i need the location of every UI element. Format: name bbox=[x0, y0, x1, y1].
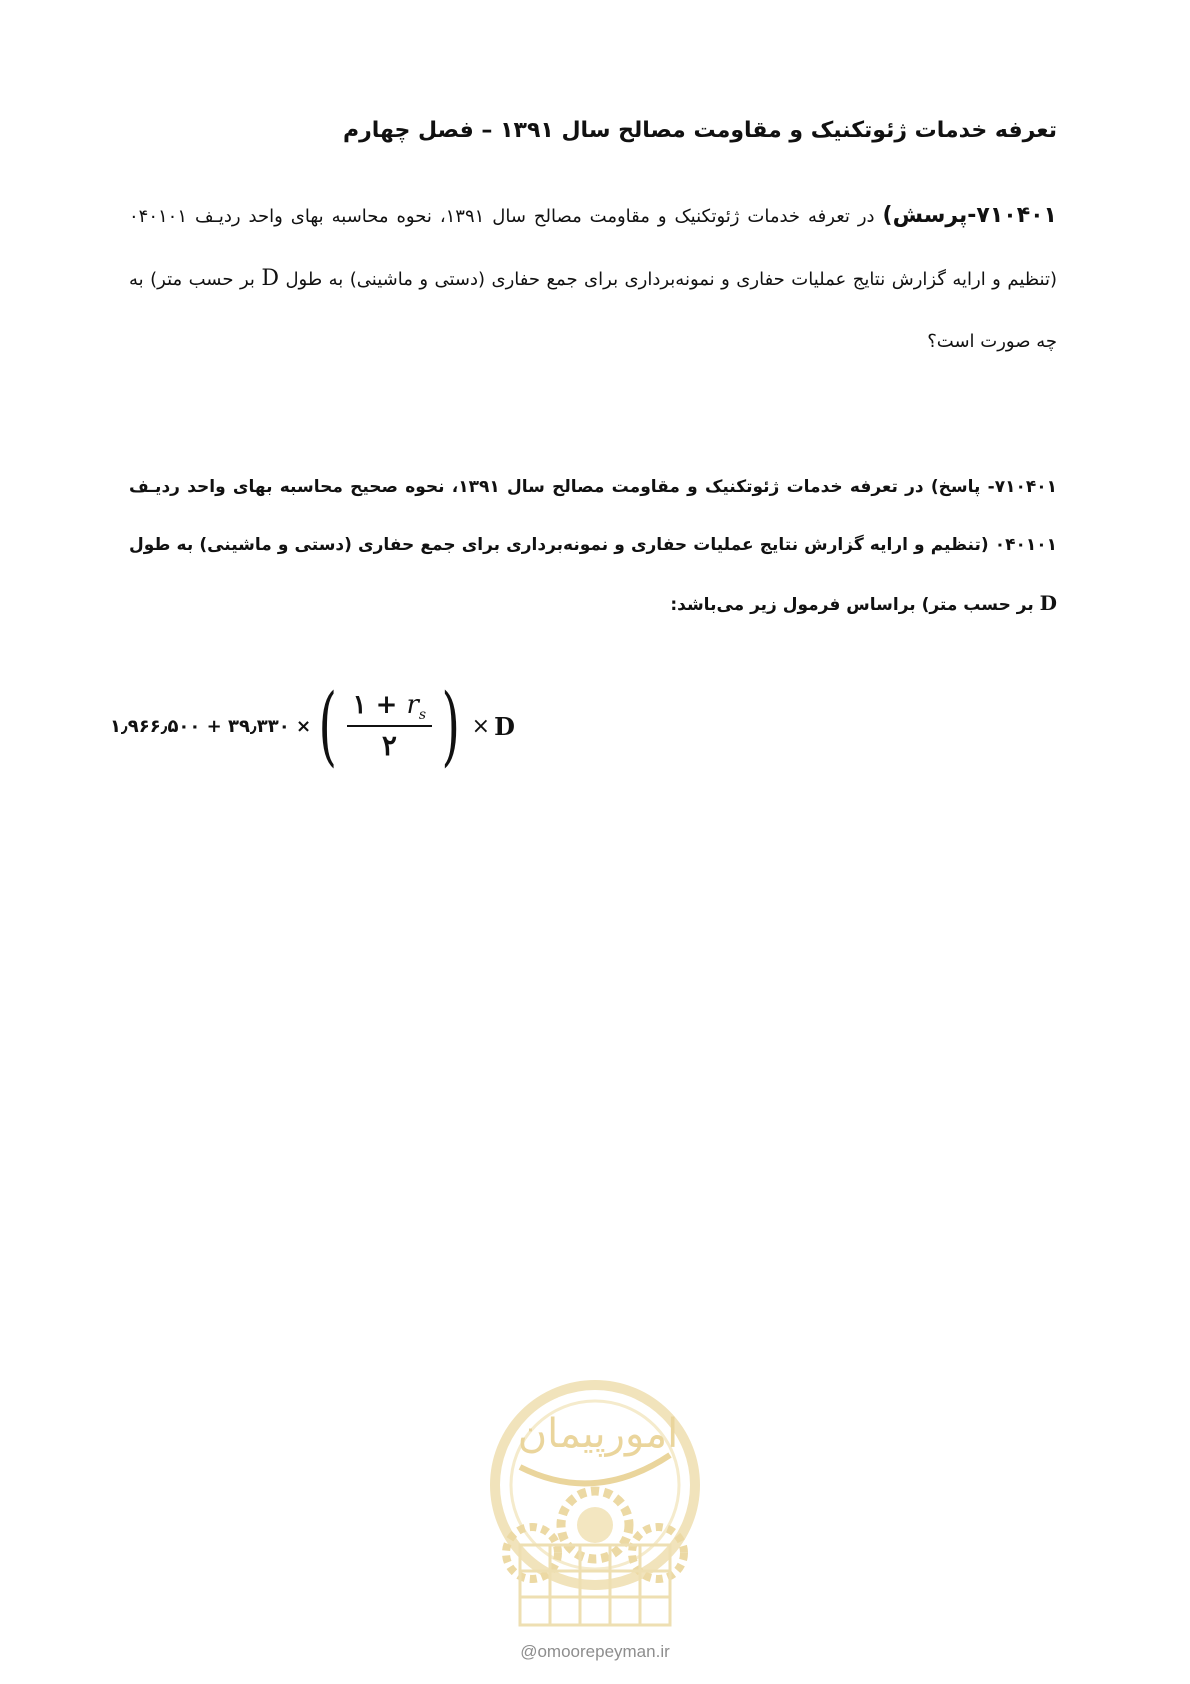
numerator-one: ۱ bbox=[352, 689, 367, 720]
numerator-plus: + bbox=[375, 689, 398, 720]
formula-denominator: ۲ bbox=[381, 729, 397, 763]
answer-text-end: بر حسب متر) براساس فرمول زیر می‌باشد: bbox=[670, 595, 1034, 615]
logo-icon bbox=[480, 1375, 710, 1645]
question-code: ۷۱۰۴۰۱-پرسش) bbox=[882, 203, 1057, 228]
formula-fraction bbox=[347, 690, 433, 762]
question-text: در تعرفه خدمات ژئوتکنیک و مقاومت مصالح سال ۱۳۹۱، نحوه محاسبه بهای واحد ردیـف ۰۴۰۱۰۱ (تنظیم و ارایه گزارش نتایج عملیات حفاری و نمونه‌برداری برای جمع حفاری (دستی و ماشینی) به طول bbox=[129, 206, 1057, 290]
numerator-subscript: s bbox=[418, 707, 427, 724]
formula-constant: ۱٫۹۶۶٫۵۰۰ + ۳۹٫۳۳۰ × bbox=[110, 715, 312, 737]
formula-right-paren: ) bbox=[441, 676, 461, 776]
page-title: تعرفه خدمات ژئوتکنیک و مقاومت مصالح سال ۱۳۹۱ – فصل چهارم bbox=[342, 118, 1057, 143]
logo-text: امورپیمان bbox=[517, 1411, 679, 1457]
answer-d-symbol: D bbox=[1039, 591, 1057, 615]
cost-formula bbox=[110, 676, 530, 776]
question-d-symbol: D bbox=[261, 266, 279, 291]
formula-numerator bbox=[347, 690, 433, 727]
answer-text: ۷۱۰۴۰۱- پاسخ) در تعرفه خدمات ژئوتکنیک و مقاومت مصالح سال ۱۳۹۱، نحوه صحیح محاسبه بهای واحد ردیـف ۰۴۰۱۰۱ (تنظیم و ارایه گزارش نتایج عملیات حفاری و نمونه‌برداری برای جمع حفاری (دستی و ماشینی) به طول bbox=[129, 477, 1057, 555]
answer-paragraph bbox=[129, 458, 1057, 634]
question-text-end: بر حسب متر) به چه صورت است؟ bbox=[129, 269, 1057, 352]
formula-left-paren: ( bbox=[318, 676, 338, 776]
watermark-logo bbox=[480, 1375, 710, 1655]
formula-times: × bbox=[471, 713, 491, 739]
question-paragraph bbox=[129, 185, 1057, 373]
watermark-url: @omoorepeyman.ir bbox=[520, 1642, 670, 1661]
formula-d-symbol: D bbox=[494, 711, 515, 741]
numerator-variable: r bbox=[406, 689, 419, 720]
